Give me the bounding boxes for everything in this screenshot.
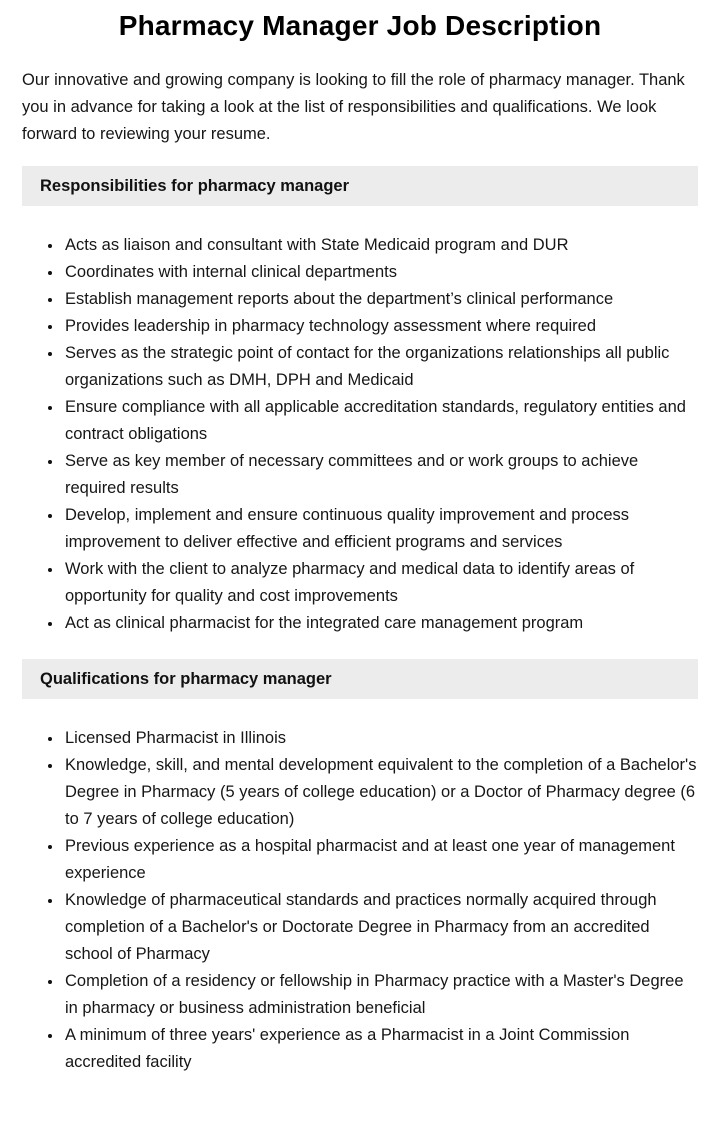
list-item: • Knowledge, skill, and mental development equivalent to the completion of a Bachelor's Degree in Pharmacy (5 years of college education) or a Doctor of Pharmacy degree (6 to 7 years of college education) <box>63 752 698 833</box>
responsibilities-section-header <box>22 166 698 206</box>
list-item: • Acts as liaison and consultant with State Medicaid program and DUR <box>63 232 698 259</box>
responsibilities-list <box>22 206 698 637</box>
qualifications-section-header <box>22 659 698 699</box>
responsibilities-heading: Responsibilities for pharmacy manager <box>40 176 350 195</box>
list-item: • A minimum of three years' experience as a Pharmacist in a Joint Commission accredited facility <box>63 1022 698 1076</box>
qualifications-heading: Qualifications for pharmacy manager <box>40 669 332 688</box>
list-item: • Establish management reports about the department’s clinical performance <box>63 286 698 313</box>
list-item: • Develop, implement and ensure continuous quality improvement and process improvement to deliver effective and efficient programs and services <box>63 502 698 556</box>
list-item: • Serves as the strategic point of contact for the organizations relationships all public organizations such as DMH, DPH and Medicaid <box>63 340 698 394</box>
list-item: • Previous experience as a hospital pharmacist and at least one year of management experience <box>63 833 698 887</box>
list-item: • Provides leadership in pharmacy technology assessment where required <box>63 313 698 340</box>
list-item: • Coordinates with internal clinical departments <box>63 259 698 286</box>
qualifications-list <box>22 699 698 1076</box>
list-item: • Licensed Pharmacist in Illinois <box>63 725 698 752</box>
responsibilities-section <box>22 166 698 637</box>
page-title: Pharmacy Manager Job Description <box>118 10 602 41</box>
qualifications-section <box>22 659 698 1076</box>
intro-paragraph: Our innovative and growing company is looking to fill the role of pharmacy manager. Thank you in advance for taking a look at the list of responsibilities and qualifications. We look forward to reviewing your resume. <box>22 71 685 143</box>
list-item: • Knowledge of pharmaceutical standards and practices normally acquired through completion of a Bachelor's or Doctorate Degree in Pharmacy from an accredited school of Pharmacy <box>63 887 698 968</box>
list-item: • Ensure compliance with all applicable accreditation standards, regulatory entities and contract obligations <box>63 394 698 448</box>
list-item: • Act as clinical pharmacist for the integrated care management program <box>63 610 698 637</box>
list-item: • Completion of a residency or fellowship in Pharmacy practice with a Master's Degree in pharmacy or business administration beneficial <box>63 968 698 1022</box>
list-item: • Work with the client to analyze pharmacy and medical data to identify areas of opportunity for quality and cost improvements <box>63 556 698 610</box>
list-item: • Serve as key member of necessary committees and or work groups to achieve required results <box>63 448 698 502</box>
